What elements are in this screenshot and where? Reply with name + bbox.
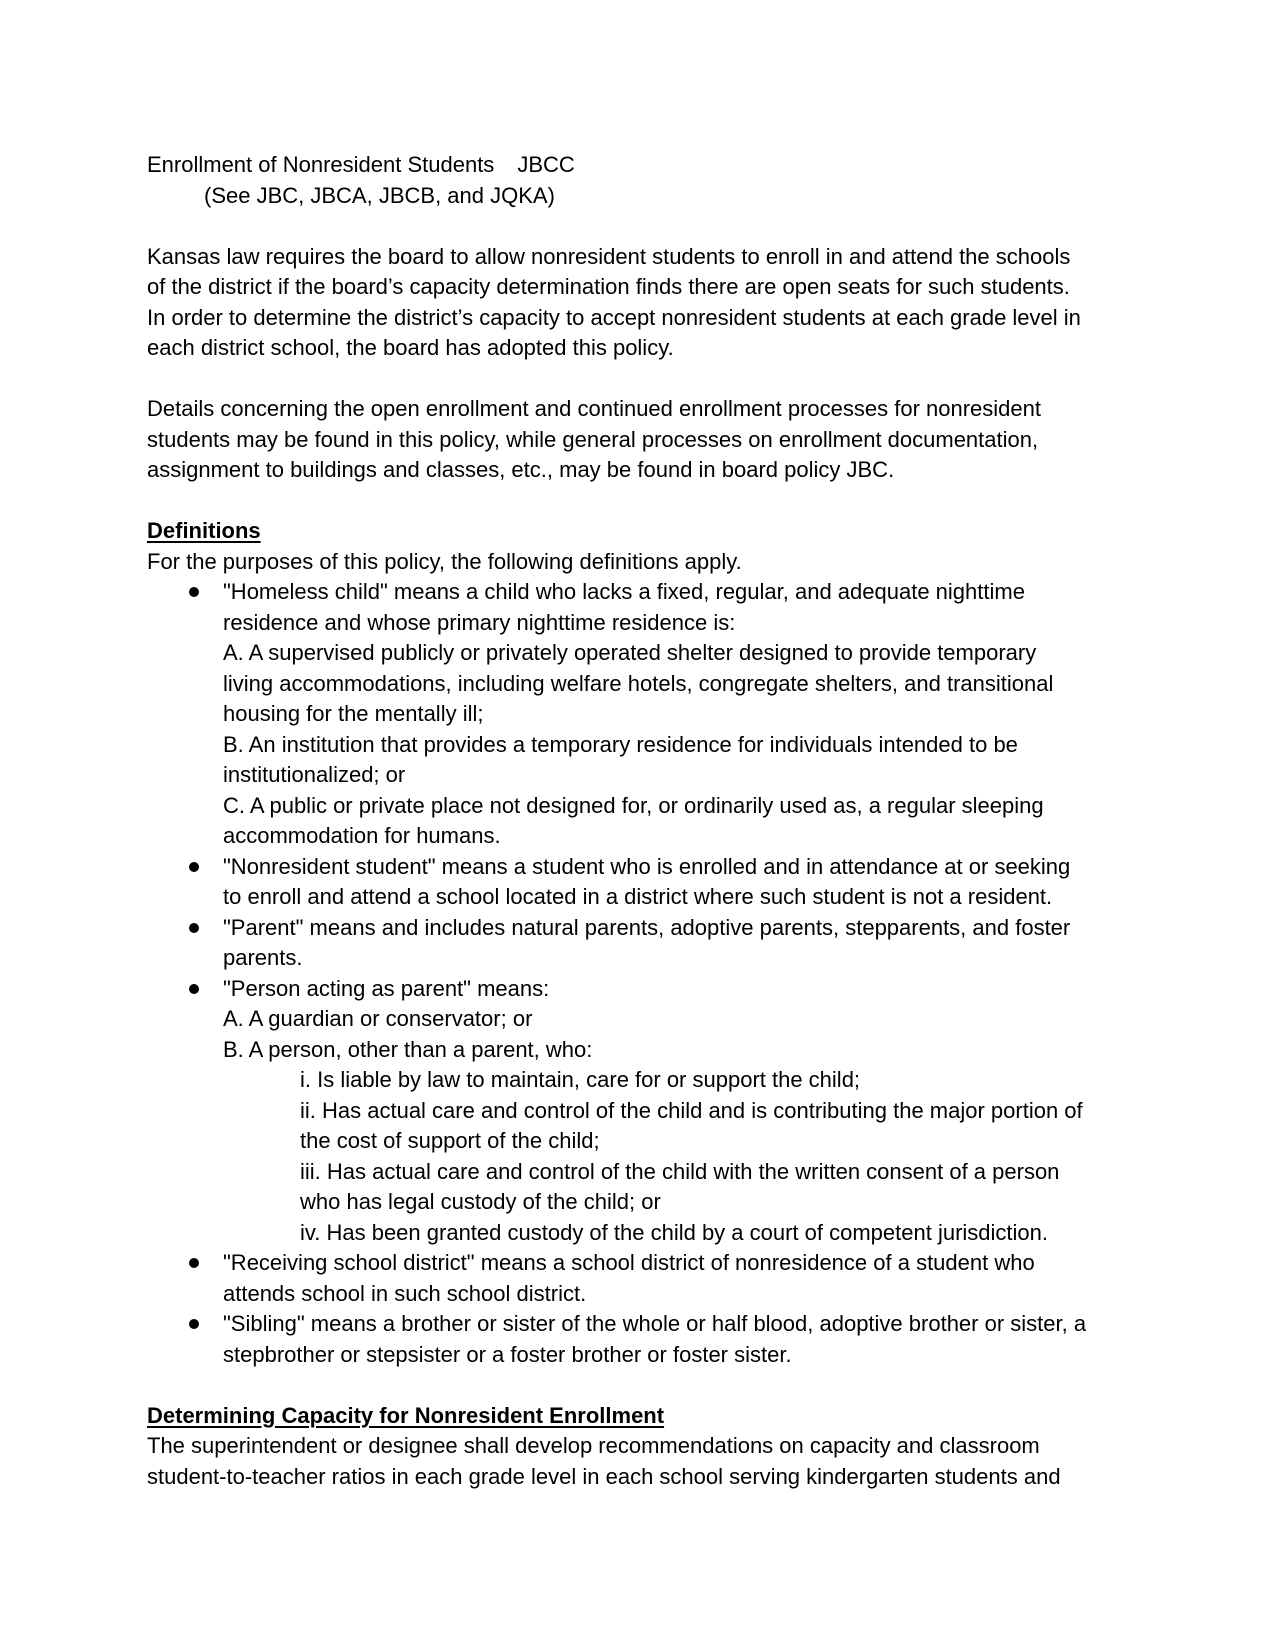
- capacity-heading-line: [147, 1401, 1145, 1432]
- definition-receiving-school-district: [147, 1248, 1145, 1309]
- text-line: "Homeless child" means a child who lacks a fixed, regular, and adequate nighttime: [223, 579, 1025, 604]
- text-line: "Parent" means and includes natural parents, adoptive parents, stepparents, and foster: [223, 914, 1071, 940]
- text-line: B. A person, other than a parent, who:: [223, 1036, 593, 1062]
- text-line: "Receiving school district" means a school district of nonresidence of a student who: [223, 1250, 1035, 1275]
- capacity-heading: Determining Capacity for Nonresident Enrollment: [147, 1402, 665, 1428]
- bullet-icon: [189, 1319, 199, 1329]
- text-line: the cost of support of the child;: [300, 1128, 600, 1153]
- text-line: A. A supervised publicly or privately operated shelter designed to provide temporary: [223, 640, 1037, 665]
- text-line: assignment to buildings and classes, etc., may be found in board policy JBC.: [147, 457, 895, 482]
- text-line: student-to-teacher ratios in each grade level in each school serving kindergarten students and: [147, 1463, 1061, 1489]
- document-title: Enrollment of Nonresident Students: [147, 152, 495, 177]
- text-line: residence and whose primary nighttime residence is:: [223, 609, 736, 635]
- definition-person-acting-as-parent: [147, 974, 1145, 1066]
- person-acting-as-parent-sublist: [147, 1065, 1145, 1248]
- definitions-heading: Definitions: [147, 518, 261, 543]
- definition-homeless-child: [147, 577, 1145, 852]
- text-line: In order to determine the district’s capacity to accept nonresident students at each grade level in: [147, 304, 1081, 330]
- paragraph-capacity: [147, 1431, 1145, 1492]
- text-line: parents.: [223, 945, 303, 970]
- blank-line: [147, 211, 1145, 242]
- text-line: "Sibling" means a brother or sister of the whole or half blood, adoptive brother or sister, a: [223, 1311, 1087, 1336]
- text-line: institutionalized; or: [223, 762, 406, 787]
- paragraph-kansas-law: [147, 242, 1145, 364]
- definitions-intro: For the purposes of this policy, the following definitions apply.: [147, 548, 742, 574]
- definitions-heading-line: [147, 516, 1145, 547]
- policy-code: JBCC: [517, 152, 575, 177]
- see-also-line: (See JBC, JBCA, JBCB, and JQKA): [204, 182, 555, 208]
- text-line: Details concerning the open enrollment and continued enrollment processes for nonresident: [147, 396, 1041, 421]
- text-line: attends school in such school district.: [223, 1280, 587, 1306]
- definition-sibling: [147, 1309, 1145, 1370]
- bullet-icon: [189, 984, 199, 994]
- text-line: "Person acting as parent" means:: [223, 975, 550, 1001]
- document-title-line: [147, 150, 1145, 181]
- text-line: students may be found in this policy, while general processes on enrollment documentation,: [147, 426, 1039, 452]
- text-line: ii. Has actual care and control of the child and is contributing the major portion of: [300, 1097, 1083, 1123]
- blank-line: [147, 486, 1145, 517]
- paragraph-details: [147, 394, 1145, 486]
- text-line: of the district if the board’s capacity determination finds there are open seats for such students.: [147, 274, 1070, 299]
- text-line: accommodation for humans.: [223, 823, 501, 848]
- text-line: iv. Has been granted custody of the child by a court of competent jurisdiction.: [300, 1219, 1048, 1245]
- blank-line: [147, 364, 1145, 395]
- text-line: stepbrother or stepsister or a foster brother or foster sister.: [223, 1341, 792, 1367]
- text-line: living accommodations, including welfare hotels, congregate shelters, and transitional: [223, 670, 1054, 696]
- definition-nonresident-student: [147, 852, 1145, 913]
- text-line: C. A public or private place not designed for, or ordinarily used as, a regular sleeping: [223, 792, 1044, 818]
- text-line: The superintendent or designee shall develop recommendations on capacity and classroom: [147, 1433, 1040, 1458]
- blank-line: [147, 1370, 1145, 1401]
- text-line: "Nonresident student" means a student who is enrolled and in attendance at or seeking: [223, 853, 1071, 879]
- bullet-icon: [189, 587, 199, 597]
- text-line: A. A guardian or conservator; or: [223, 1006, 533, 1031]
- text-line: iii. Has actual care and control of the child with the written consent of a person: [300, 1158, 1060, 1184]
- text-line: who has legal custody of the child; or: [300, 1189, 661, 1214]
- bullet-icon: [189, 923, 199, 933]
- text-line: i. Is liable by law to maintain, care for or support the child;: [300, 1067, 861, 1092]
- text-line: to enroll and attend a school located in a district where such student is not a resident.: [223, 884, 1053, 909]
- definition-parent: [147, 913, 1145, 974]
- bullet-icon: [189, 1258, 199, 1268]
- text-line: B. An institution that provides a temporary residence for individuals intended to be: [223, 731, 1018, 757]
- text-line: Kansas law requires the board to allow nonresident students to enroll in and attend the schools: [147, 243, 1071, 269]
- text-line: each district school, the board has adopted this policy.: [147, 335, 674, 360]
- bullet-icon: [189, 862, 199, 872]
- text-line: housing for the mentally ill;: [223, 701, 484, 726]
